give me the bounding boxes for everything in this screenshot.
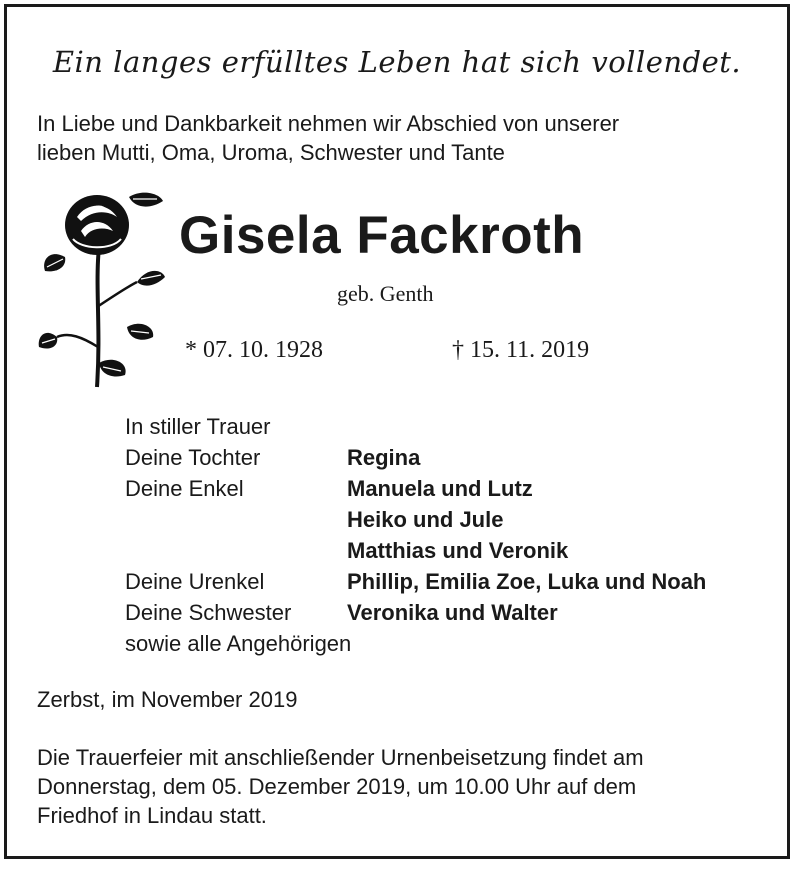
intro-line: In Liebe und Dankbarkeit nehmen wir Abschied von unserer	[37, 111, 620, 136]
mourner-relation	[125, 504, 347, 535]
ceremony-line: Friedhof in Lindau statt.	[37, 803, 267, 828]
mourner-names: Matthias und Veronik	[347, 538, 569, 563]
intro-line: lieben Mutti, Oma, Uroma, Schwester und Tante	[37, 140, 505, 165]
mourner-row	[125, 535, 785, 566]
ceremony-line: Die Trauerfeier mit anschließender Urnenbeisetzung findet am	[37, 745, 644, 770]
mourners-footer: sowie alle Angehörigen	[125, 631, 352, 656]
mourner-relation: Deine Tochter	[125, 445, 261, 470]
obituary-notice	[4, 4, 790, 859]
mourner-names: Regina	[347, 445, 421, 470]
mourner-row	[125, 504, 785, 535]
maiden-name: geb. Genth	[337, 281, 434, 306]
mourner-names: Phillip, Emilia Zoe, Luka und Noah	[347, 569, 707, 594]
mourner-row	[125, 473, 785, 504]
ceremony-line: Donnerstag, dem 05. Dezember 2019, um 10.00 Uhr auf dem	[37, 774, 637, 799]
mourner-row	[125, 597, 785, 628]
mourners-list	[125, 411, 785, 659]
deceased-name: Gisela Fackroth	[179, 206, 585, 265]
mourner-relation: Deine Urenkel	[125, 569, 265, 594]
mourners-heading: In stiller Trauer	[125, 414, 271, 439]
mourner-row	[125, 566, 785, 597]
mourner-relation	[125, 535, 347, 566]
mourner-names: Veronika und Walter	[347, 600, 558, 625]
intro-text	[37, 109, 777, 167]
ceremony-info	[37, 743, 787, 830]
rose-icon	[37, 187, 167, 397]
place-date: Zerbst, im November 2019	[37, 687, 298, 712]
mourner-names: Manuela und Lutz	[347, 476, 533, 501]
mourner-names: Heiko und Jule	[347, 507, 504, 532]
death-date: † 15. 11. 2019	[452, 337, 590, 363]
mourner-row	[125, 442, 785, 473]
mourner-relation: Deine Enkel	[125, 476, 244, 501]
birth-date: * 07. 10. 1928	[185, 337, 323, 363]
mourner-relation: Deine Schwester	[125, 600, 292, 625]
motto: Ein langes erfülltes Leben hat sich vollendet.	[52, 45, 742, 79]
